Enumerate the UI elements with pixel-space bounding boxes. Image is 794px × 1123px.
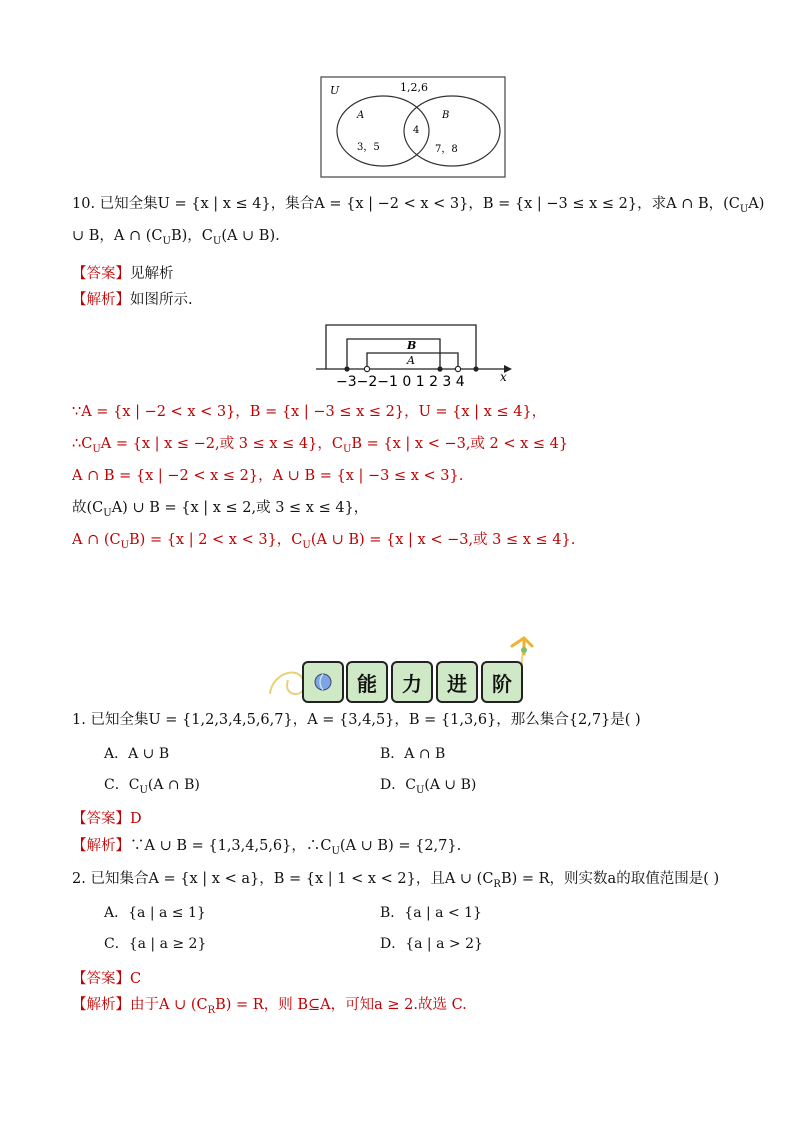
q2-option-d[interactable]: D．{a | a > 2} [380, 936, 483, 952]
q2-option-c[interactable]: C．{a | a ≥ 2} [104, 936, 207, 952]
q2-analysis: 【解析】由于A ∪ $(C_RB) = R$，则 B⊆A，可知a ≥ 2.故选 C. [72, 997, 467, 1016]
solution-line5: A ∩ $(C_UB) = \{x$ | 2 < x < 3}，$C_U(A$ ∪ B) = {x | x < −3,或 3 ≤ x ≤ 4}. [72, 532, 576, 551]
nl-x-label: x [500, 370, 507, 384]
q2-option-b[interactable]: B．{a | a < 1} [380, 905, 482, 921]
venn-diagram [320, 76, 506, 178]
venn-top-label: 1,2,6 [400, 81, 428, 94]
banner-char-1: 能 [346, 661, 388, 703]
venn-right-label: 7，8 [435, 144, 458, 155]
q10-answer: 【答案】见解析 [72, 266, 174, 282]
venn-mid-label: 4 [413, 125, 420, 136]
banner-char-3: 进 [436, 661, 478, 703]
solution-line3: A ∩ B = {x | −2 < x ≤ 2}，A ∪ B = {x | −3 ≤ x < 3}. [72, 468, 464, 484]
nl-ticks: −3−2−1 0 1 2 3 4 [336, 374, 465, 390]
banner-char-4: 阶 [481, 661, 523, 703]
number-line-diagram [312, 322, 518, 392]
banner-globe-box [302, 661, 344, 703]
venn-u-label: U [330, 84, 340, 97]
solution-line1: ∵A = {x | −2 < x < 3}，B = {x | −3 ≤ x ≤ 2}，U = {x | x ≤ 4}， [72, 404, 547, 420]
q1-option-d[interactable]: D．$C_U(A$ ∪ B) [380, 777, 477, 796]
q1-option-a[interactable]: A．A ∪ B [104, 746, 170, 762]
q10-line1: 10. 已知全集U = {x | x ≤ 4}，集合A = {x | −2 < x < 3}，B = {x | −3 ≤ x ≤ 2}，求A ∩ B，$(C_UA)$ [72, 196, 765, 215]
q10-line2: ∪ B，A ∩ $(C_UB)$，$C_U(A$ ∪ B). [72, 228, 280, 247]
q2-option-a[interactable]: A．{a | a ≤ 1} [104, 905, 206, 921]
venn-left-label: 3，5 [357, 142, 380, 153]
globe-icon [312, 671, 334, 693]
q10-analysis: 【解析】如图所示. [72, 292, 193, 308]
q2-stem: 2. 已知集合A = {x | x < a}，B = {x | 1 < x < 2}，且A ∪ $(C_RB) = R$，则实数a的取值范围是( ) [72, 871, 720, 890]
nl-b-label: B [407, 339, 417, 352]
q1-analysis: 【解析】∵A ∪ B = {1,3,4,5,6}，$\therefore C_U(A$ ∪ B) = {2,7}. [72, 838, 462, 857]
q2-answer: 【答案】C [72, 971, 142, 987]
solution-line2: $\therefore C_UA = \{x$ | x ≤ −2,或 3 ≤ x ≤ 4}，$C_UB = \{x$ | x < −3,或 2 < x ≤ 4} [72, 436, 569, 455]
venn-a-label: A [357, 110, 365, 121]
q1-stem: 1. 已知全集U = {1,2,3,4,5,6,7}，A = {3,4,5}，B = {1,3,6}，那么集合{2,7}是( ) [72, 712, 641, 728]
q1-option-c[interactable]: C．$C_U(A$ ∩ B) [104, 777, 200, 796]
q1-answer: 【答案】D [72, 811, 142, 827]
banner-char-2: 力 [391, 661, 433, 703]
venn-b-label: B [442, 110, 450, 121]
nl-a-label: A [407, 354, 415, 367]
solution-line4: 故$(C_UA)$ ∪ B = {x | x ≤ 2,或 3 ≤ x ≤ 4}， [72, 500, 369, 519]
q1-option-b[interactable]: B．A ∩ B [380, 746, 446, 762]
